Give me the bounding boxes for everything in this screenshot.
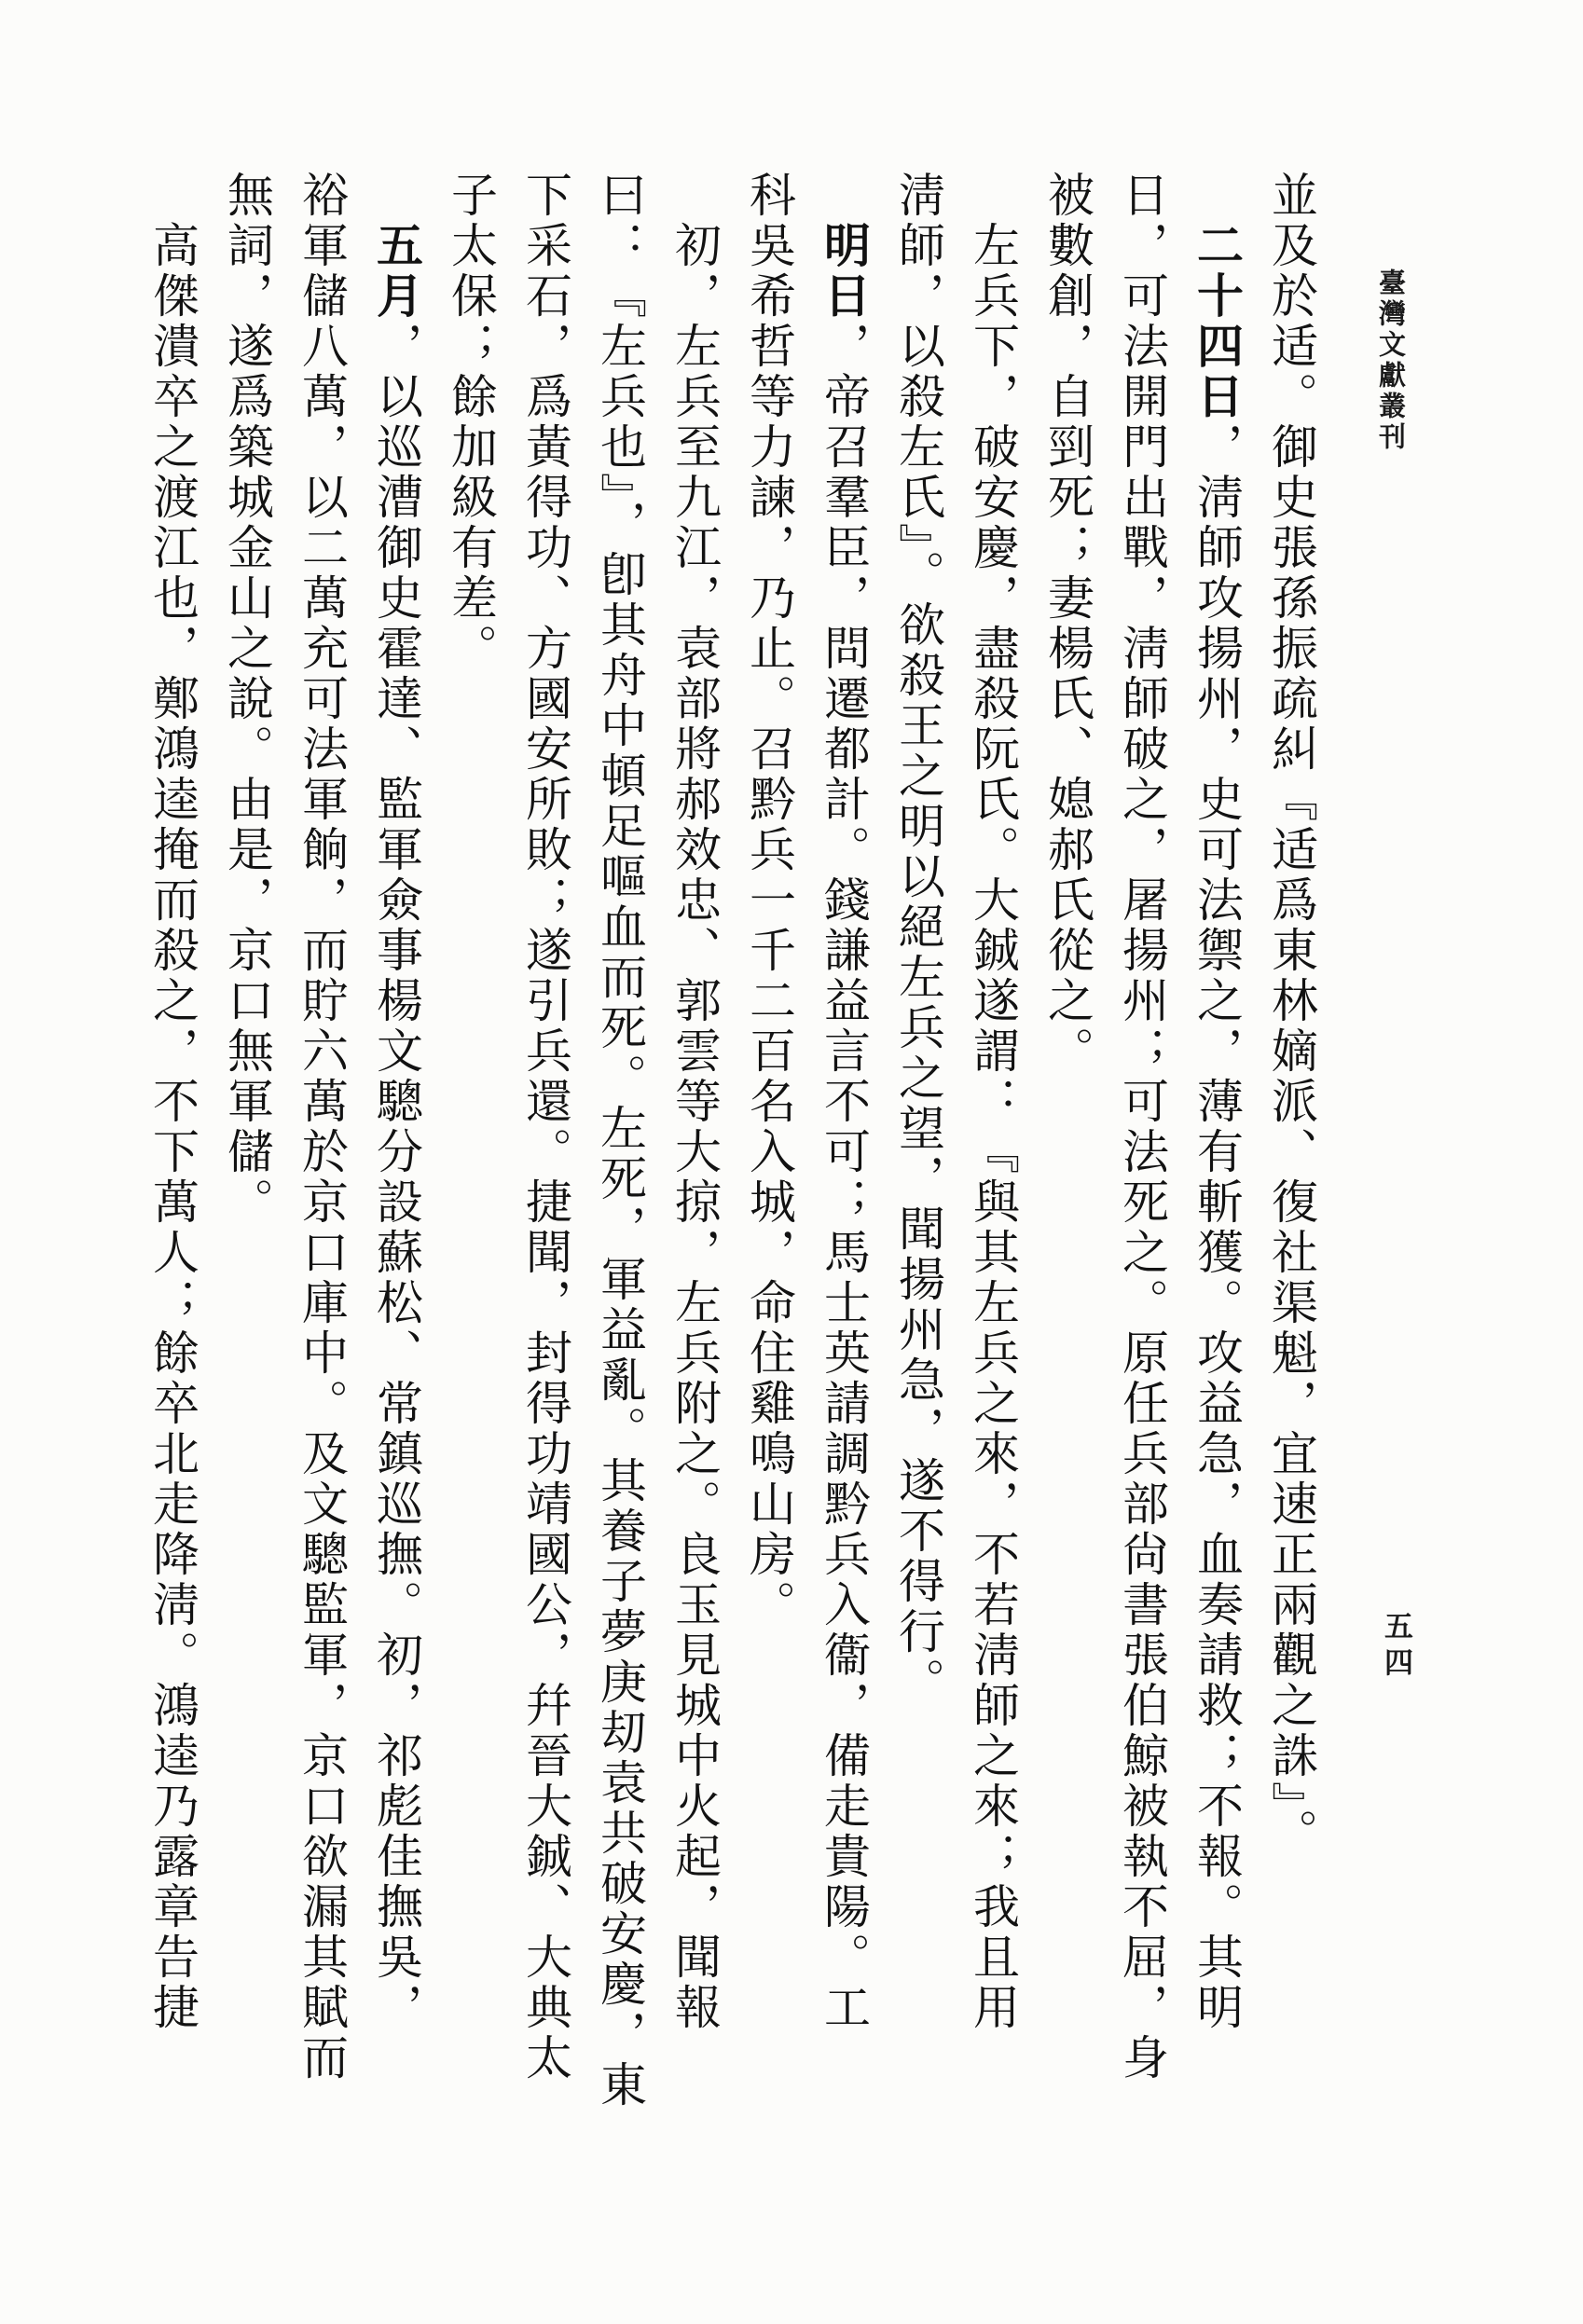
text-body: [135, 171, 1328, 2277]
text-column: 高傑潰卒之渡江也，鄭鴻逵掩而殺之，不下萬人；餘卒北走降淸。鴻逵乃露章告捷: [145, 221, 200, 2033]
text-column: 被數創，自剄死；妻楊氏、媳郝氏從之。: [1040, 171, 1094, 1077]
text-column: 無詞，遂爲築城金山之說。由是，京口無軍儲。: [220, 171, 274, 1228]
text-column: 明日，帝召羣臣，問遷都計。錢謙益言不可；馬士英請調黔兵入衞，備走貴陽。工: [817, 221, 872, 2033]
text-column: 並及於适。御史張孫振疏糾『适爲東林嫡派、復社渠魁，宜速正兩觀之誅』。: [1264, 171, 1318, 1859]
text-column: 五月，以巡漕御史霍達、監軍僉事楊文驄分設蘇松、常鎮巡撫。初，祁彪佳撫吳，: [369, 221, 424, 2033]
text-column: 曰：『左兵也』，卽其舟中頓足嘔血而死。左死，軍益亂。其養子夢庚刧袁共破安慶，東: [593, 171, 647, 2111]
series-title: 臺灣文獻叢刊: [1375, 268, 1407, 453]
text-column: 日，可法開門出戰，淸師破之，屠揚州；可法死之。原任兵部尙書張伯鯨被執不屈，身: [1115, 171, 1169, 2083]
date-heading: 明日: [817, 221, 872, 322]
text-column: 左兵下，破安慶，盡殺阮氏。大鋮遂謂：『與其左兵之來，不若淸師之來；我且用: [966, 221, 1020, 2033]
page-number: 五四: [1379, 1611, 1412, 1684]
date-heading: 二十四日: [1190, 221, 1245, 422]
text-column: 科吳希哲等力諫，乃止。召黔兵一千二百名入城，命住雞鳴山房。: [742, 171, 796, 1630]
text-column: 裕軍儲八萬，以二萬充可法軍餉，而貯六萬於京口庫中。及文驄監軍，京口欲漏其賦而: [295, 171, 349, 2083]
text-column: 淸師，以殺左氏』。欲殺王之明以絕左兵之望，聞揚州急，遂不得行。: [891, 171, 945, 1708]
text-column: 子太保；餘加級有差。: [444, 171, 498, 674]
text-column: 初，左兵至九江，袁部將郝效忠、郭雲等大掠，左兵附之。良玉見城中火起，聞報: [668, 221, 722, 2033]
text-column: 下采石，爲黃得功、方國安所敗；遂引兵還。捷聞，封得功靖國公，幷晉大鋮、大典太: [518, 171, 572, 2083]
text-column: 二十四日，淸師攻揚州，史可法禦之，薄有斬獲。攻益急，血奏請救；不報。其明: [1190, 221, 1245, 2033]
date-heading: 五月: [369, 221, 424, 322]
